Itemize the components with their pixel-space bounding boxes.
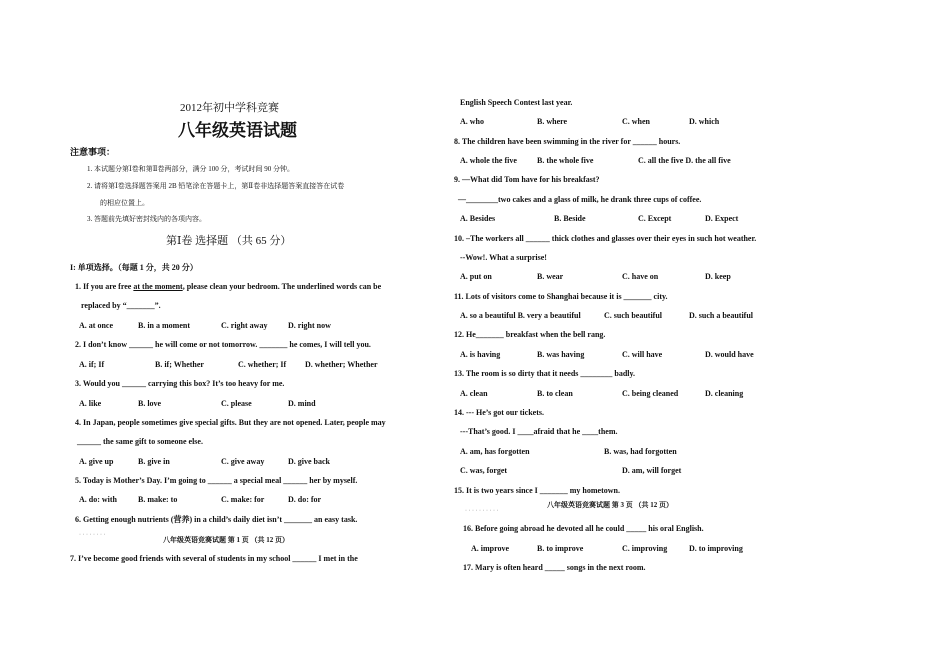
question-15: 15. It is two years since I _______ my hometown. — [454, 486, 620, 495]
question-12: 12. He_______ breakfast when the bell rang. — [454, 330, 606, 339]
q7-option-c: C. when — [622, 117, 651, 126]
exam-title: 八年级英语试题 — [178, 121, 297, 140]
q16-option-d: D. to improving — [689, 544, 743, 553]
q2-option-b: B. if; Whether — [155, 360, 204, 369]
q7-option-b: B. where — [537, 117, 568, 126]
question-6: 6. Getting enough nutrients (营养) in a child’s daily diet isn’t _______ an easy task. — [75, 515, 358, 524]
q13-option-d: D. cleaning — [705, 389, 744, 398]
exam-year-header: 2012年初中学科竞赛 — [180, 102, 279, 114]
q8-option-cd: C. all the five D. the all five — [638, 156, 731, 165]
q9-option-d: D. Expect — [705, 214, 739, 223]
q1-text-b: , please clean your bedroom. The underlined words can be — [182, 282, 382, 291]
question-11: 11. Lots of visitors come to Shanghai because it is _______ city. — [454, 292, 668, 301]
q14-option-b: B. was, had forgotten — [604, 447, 677, 456]
q1-option-a: A. at once — [79, 321, 113, 330]
notice-2: 2. 请将第Ⅰ卷选择题答案用 2B 铅笔涂在答题卡上，第Ⅱ卷非选择题答案直接答在试卷 — [87, 182, 345, 190]
q8-option-b: B. the whole five — [537, 156, 594, 165]
q11-option-c: C. such beautiful — [604, 311, 663, 320]
q12-option-a: A. is having — [460, 350, 501, 359]
q9-option-b: B. Beside — [554, 214, 586, 223]
q11-option-d: D. such a beautiful — [689, 311, 754, 320]
q11-option-ab: A. so a beautiful B. very a beautiful — [460, 311, 581, 320]
q3-option-c: C. please — [221, 399, 252, 408]
q3-option-d: D. mind — [288, 399, 316, 408]
question-1-cont: replaced by “_______”. — [81, 301, 161, 310]
q7-option-d: D. which — [689, 117, 720, 126]
cut-text-strip: · · · · · · · · — [79, 532, 106, 537]
section-label: I: 单项选择。（每题 1 分，共 20 分） — [70, 263, 198, 272]
question-2: 2. I don’t know ______ he will come or not tomorrow. _______ he comes, I will tell you. — [75, 340, 371, 349]
q16-option-a: A. improve — [471, 544, 510, 553]
q4-option-a: A. give up — [79, 457, 114, 466]
question-1 — [75, 282, 381, 292]
question-3: 3. Would you ______ carrying this box? It’s too heavy for me. — [75, 379, 285, 388]
notice-3: 3. 答题前先填好密封线内的各项内容。 — [87, 215, 206, 223]
q16-option-b: B. to improve — [537, 544, 584, 553]
q1-option-d: D. right now — [288, 321, 331, 330]
cut-text-strip-right: · · · · · · · · · · — [465, 508, 499, 513]
q1-option-c: C. right away — [221, 321, 268, 330]
q14-option-d: D. am, will forget — [622, 466, 682, 475]
part-title: 第Ⅰ卷 选择题 （共 65 分） — [166, 235, 292, 247]
q16-option-c: C. improving — [622, 544, 668, 553]
question-4-cont: ______ the same gift to someone else. — [77, 437, 203, 446]
q1-text-a: 1. If you are free — [75, 282, 134, 291]
q10-option-b: B. wear — [537, 272, 564, 281]
question-7: 7. I’ve become good friends with several of students in my school ______ I met in the — [70, 554, 358, 563]
q2-option-a: A. if; If — [79, 360, 105, 369]
question-9: 9. —What did Tom have for his breakfast? — [454, 175, 600, 184]
page-footer-left: 八年级英语竞赛试题 第 1 页 （共 12 页） — [163, 536, 289, 544]
q4-option-d: D. give back — [288, 457, 330, 466]
question-4: 4. In Japan, people sometimes give special gifts. But they are not opened. Later, people may — [75, 418, 386, 427]
q9-option-c: C. Except — [638, 214, 672, 223]
q10-option-c: C. have on — [622, 272, 659, 281]
q10-option-a: A. put on — [460, 272, 492, 281]
q2-option-c: C. whether; If — [238, 360, 287, 369]
question-16: 16. Before going abroad he devoted all he could _____ his oral English. — [463, 524, 704, 533]
q9-option-a: A. Besides — [460, 214, 496, 223]
q12-option-d: D. would have — [705, 350, 754, 359]
question-7-cont: English Speech Contest last year. — [460, 98, 573, 107]
question-9-cont: —________two cakes and a glass of milk, he drank three cups of coffee. — [458, 195, 702, 204]
q5-option-b: B. make: to — [138, 495, 178, 504]
q13-option-b: B. to clean — [537, 389, 573, 398]
notice-label: 注意事项： — [70, 147, 116, 157]
q1-option-b: B. in a moment — [138, 321, 190, 330]
page-footer-right: 八年级英语竞赛试题 第 3 页 （共 12 页） — [547, 501, 673, 509]
question-13: 13. The room is so dirty that it needs ________ badly. — [454, 369, 636, 378]
q5-option-a: A. do: with — [79, 495, 118, 504]
question-8: 8. The children have been swimming in the river for ______ hours. — [454, 137, 681, 146]
question-10: 10. –The workers all ______ thick clothes and glasses over their eyes in such hot weather. — [454, 234, 757, 243]
question-10-cont: --Wow!. What a surprise! — [460, 253, 547, 262]
q13-option-a: A. clean — [460, 389, 488, 398]
q12-option-b: B. was having — [537, 350, 585, 359]
q10-option-d: D. keep — [705, 272, 731, 281]
q5-option-c: C. make: for — [221, 495, 265, 504]
q4-option-c: C. give away — [221, 457, 265, 466]
notice-1: 1. 本试题分第Ⅰ卷和第Ⅱ卷两部分，满分 100 分，考试时间 90 分钟。 — [87, 165, 295, 173]
q3-option-b: B. love — [138, 399, 162, 408]
q5-option-d: D. do: for — [288, 495, 322, 504]
q13-option-c: C. being cleaned — [622, 389, 679, 398]
q3-option-a: A. like — [79, 399, 102, 408]
question-14: 14. --- He’s got our tickets. — [454, 408, 544, 417]
q2-option-d: D. whether; Whether — [305, 360, 378, 369]
q1-underlined: at the moment — [133, 282, 183, 291]
q14-option-a: A. am, has forgotten — [460, 447, 530, 456]
question-14-cont: ---That’s good. I ____afraid that he ____them. — [460, 427, 618, 436]
question-17: 17. Mary is often heard _____ songs in the next room. — [463, 563, 646, 572]
q4-option-b: B. give in — [138, 457, 170, 466]
notice-2-cont: 的相应位置上。 — [100, 199, 149, 207]
q12-option-c: C. will have — [622, 350, 663, 359]
question-5: 5. Today is Mother’s Day. I’m going to ______ a special meal ______ her by myself. — [75, 476, 358, 485]
q8-option-a: A. whole the five — [460, 156, 517, 165]
q7-option-a: A. who — [460, 117, 485, 126]
q14-option-c: C. was, forget — [460, 466, 508, 475]
